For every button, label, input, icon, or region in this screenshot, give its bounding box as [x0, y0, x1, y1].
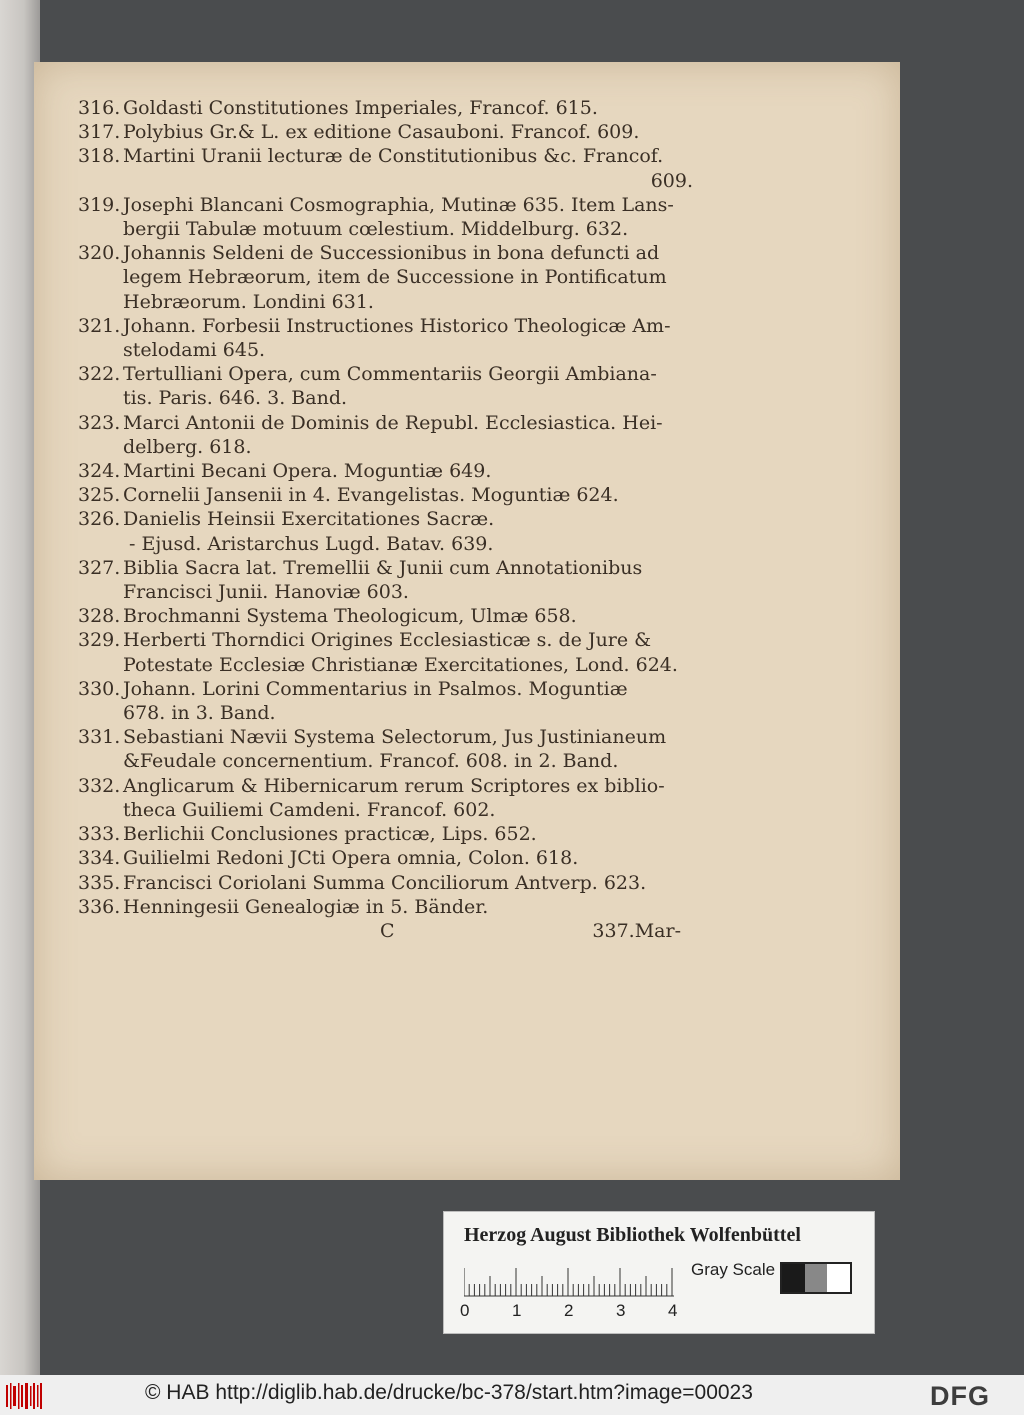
catalog-entry — [78, 483, 693, 507]
entry-line: 678. in 3. Band. — [123, 702, 276, 725]
catalog-entry — [78, 871, 693, 895]
entry-number: 334. — [78, 847, 121, 870]
library-name: Herzog August Bibliothek Wolfenbüttel — [464, 1224, 801, 1246]
entry-line: Herberti Thorndici Origines Ecclesiasticæ s. de Jure & — [123, 629, 652, 652]
entry-line: Francisci Coriolani Summa Conciliorum Antverp. 623. — [123, 871, 647, 894]
entry-line: Polybius Gr.& L. ex editione Casauboni. Francof. 609. — [123, 121, 640, 144]
ruler-number: 0 — [460, 1301, 470, 1320]
viewer-footer — [0, 1375, 1024, 1415]
gray-swatch — [805, 1264, 828, 1292]
entry-line: Josephi Blancani Cosmographia, Mutinæ 635. Item Lans- — [123, 193, 674, 216]
catalog-entry — [78, 459, 693, 483]
entry-number: 325. — [78, 484, 121, 507]
catalog-entry — [78, 725, 693, 773]
signature-mark: C — [380, 919, 395, 942]
page-footer-line — [78, 919, 693, 945]
entry-line: Martini Uranii lecturæ de Constitutionibus &c. Francof. — [123, 145, 664, 168]
entry-number: 330. — [78, 677, 121, 700]
entry-line: Potestate Ecclesiæ Christianæ Exercitationes, Lond. 624. — [123, 653, 678, 676]
entry-line: - Ejusd. Aristarchus Lugd. Batav. 639. — [129, 532, 494, 555]
entry-line: tis. Paris. 646. 3. Band. — [123, 387, 348, 410]
entry-line: Cornelii Jansenii in 4. Evangelistas. Moguntiæ 624. — [123, 484, 619, 507]
entry-line: legem Hebræorum, item de Successione in Pontificatum — [123, 266, 667, 289]
entry-line: Tertulliani Opera, cum Commentariis Georgii Ambiana- — [123, 363, 657, 386]
copyright-link[interactable]: © HAB http://diglib.hab.de/drucke/bc-378/start.htm?image=00023 — [145, 1381, 753, 1404]
entry-number: 326. — [78, 508, 121, 531]
entry-line: Danielis Heinsii Exercitationes Sacræ. — [123, 508, 495, 531]
ruler-scale — [464, 1256, 679, 1300]
entry-number: 319. — [78, 193, 121, 216]
entry-line: Francisci Junii. Hanoviæ 603. — [123, 581, 409, 604]
entry-number: 327. — [78, 556, 121, 579]
entry-line: Guilielmi Redoni JCti Opera omnia, Colon. 618. — [123, 847, 579, 870]
entry-number: 323. — [78, 411, 121, 434]
entry-line: Biblia Sacra lat. Tremellii & Junii cum Annotationibus — [123, 556, 643, 579]
catalog-entry — [78, 96, 693, 120]
catalog-entry — [78, 677, 693, 725]
gray-swatch — [827, 1264, 850, 1292]
entry-line: delberg. 618. — [123, 435, 252, 458]
catalog-entry — [78, 628, 693, 676]
catalog-entry — [78, 411, 693, 459]
catalog-entry — [78, 144, 693, 192]
gray-scale-label: Gray Scale — [691, 1260, 776, 1279]
entry-number: 335. — [78, 871, 121, 894]
entry-number: 328. — [78, 605, 121, 628]
entry-line: Johann. Lorini Commentarius in Psalmos. Moguntiæ — [123, 677, 628, 700]
ruler-numbers — [460, 1301, 690, 1323]
entry-line: Johann. Forbesii Instructiones Historico Theologicæ Am- — [123, 314, 671, 337]
entry-line: Goldasti Constitutiones Imperiales, Francof. 615. — [123, 97, 598, 119]
entry-line: Sebastiani Nævii Systema Selectorum, Jus Justinianeum — [123, 726, 667, 749]
entry-line: Marci Antonii de Dominis de Republ. Ecclesiastica. Hei- — [123, 411, 663, 434]
entry-line: Henningesii Genealogiæ in 5. Bänder. — [123, 895, 489, 918]
entry-line: Berlichii Conclusiones practicæ, Lips. 652. — [123, 823, 537, 846]
entry-line: Brochmanni Systema Theologicum, Ulmæ 658. — [123, 605, 577, 628]
catalog-entry — [78, 120, 693, 144]
entry-line: 609. — [650, 169, 693, 192]
entry-number: 318. — [78, 145, 121, 168]
entry-number: 331. — [78, 726, 121, 749]
entry-line: Anglicarum & Hibernicarum rerum Scriptores ex biblio- — [123, 774, 665, 797]
barcode-icon — [6, 1383, 42, 1409]
entry-number: 317. — [78, 121, 121, 144]
library-color-card — [443, 1211, 875, 1334]
entry-number: 336. — [78, 895, 121, 918]
entry-line: bergii Tabulæ motuum cœlestium. Middelburg. 632. — [123, 218, 629, 241]
catalog-entry — [78, 556, 693, 604]
gray-scale-swatch — [780, 1262, 852, 1294]
entry-line: &Feudale concernentium. Francof. 608. in 2. Band. — [123, 750, 619, 773]
catalog-entry — [78, 241, 693, 314]
entry-line: Hebræorum. Londini 631. — [123, 290, 374, 313]
entry-number: 316. — [78, 97, 121, 119]
entry-number: 324. — [78, 460, 121, 483]
catalog-entry — [78, 604, 693, 628]
catalog-entries — [78, 96, 693, 919]
entry-number: 329. — [78, 629, 121, 652]
entry-number: 320. — [78, 242, 121, 265]
entry-line: Johannis Seldeni de Successionibus in bona defuncti ad — [123, 242, 660, 265]
entry-line: Martini Becani Opera. Moguntiæ 649. — [123, 460, 492, 483]
catalog-text-block — [78, 96, 693, 945]
catalog-entry — [78, 362, 693, 410]
entry-number: 333. — [78, 823, 121, 846]
gray-swatch — [782, 1264, 805, 1292]
ruler-number: 2 — [564, 1301, 574, 1320]
catalog-entry — [78, 895, 693, 919]
catalog-entry — [78, 774, 693, 822]
catalog-entry — [78, 507, 693, 555]
ruler-number: 3 — [616, 1301, 626, 1320]
catalog-entry — [78, 314, 693, 362]
catalog-entry — [78, 846, 693, 870]
catalog-entry — [78, 193, 693, 241]
dfg-logo: DFG — [930, 1381, 990, 1411]
catchword: 337.Mar- — [592, 919, 681, 942]
entry-line: stelodami 645. — [123, 339, 266, 362]
ruler-number: 4 — [668, 1301, 678, 1320]
entry-number: 332. — [78, 774, 121, 797]
entry-number: 322. — [78, 363, 121, 386]
ruler-number: 1 — [512, 1301, 522, 1320]
entry-number: 321. — [78, 314, 121, 337]
entry-line: theca Guiliemi Camdeni. Francof. 602. — [123, 798, 496, 821]
catalog-entry — [78, 822, 693, 846]
